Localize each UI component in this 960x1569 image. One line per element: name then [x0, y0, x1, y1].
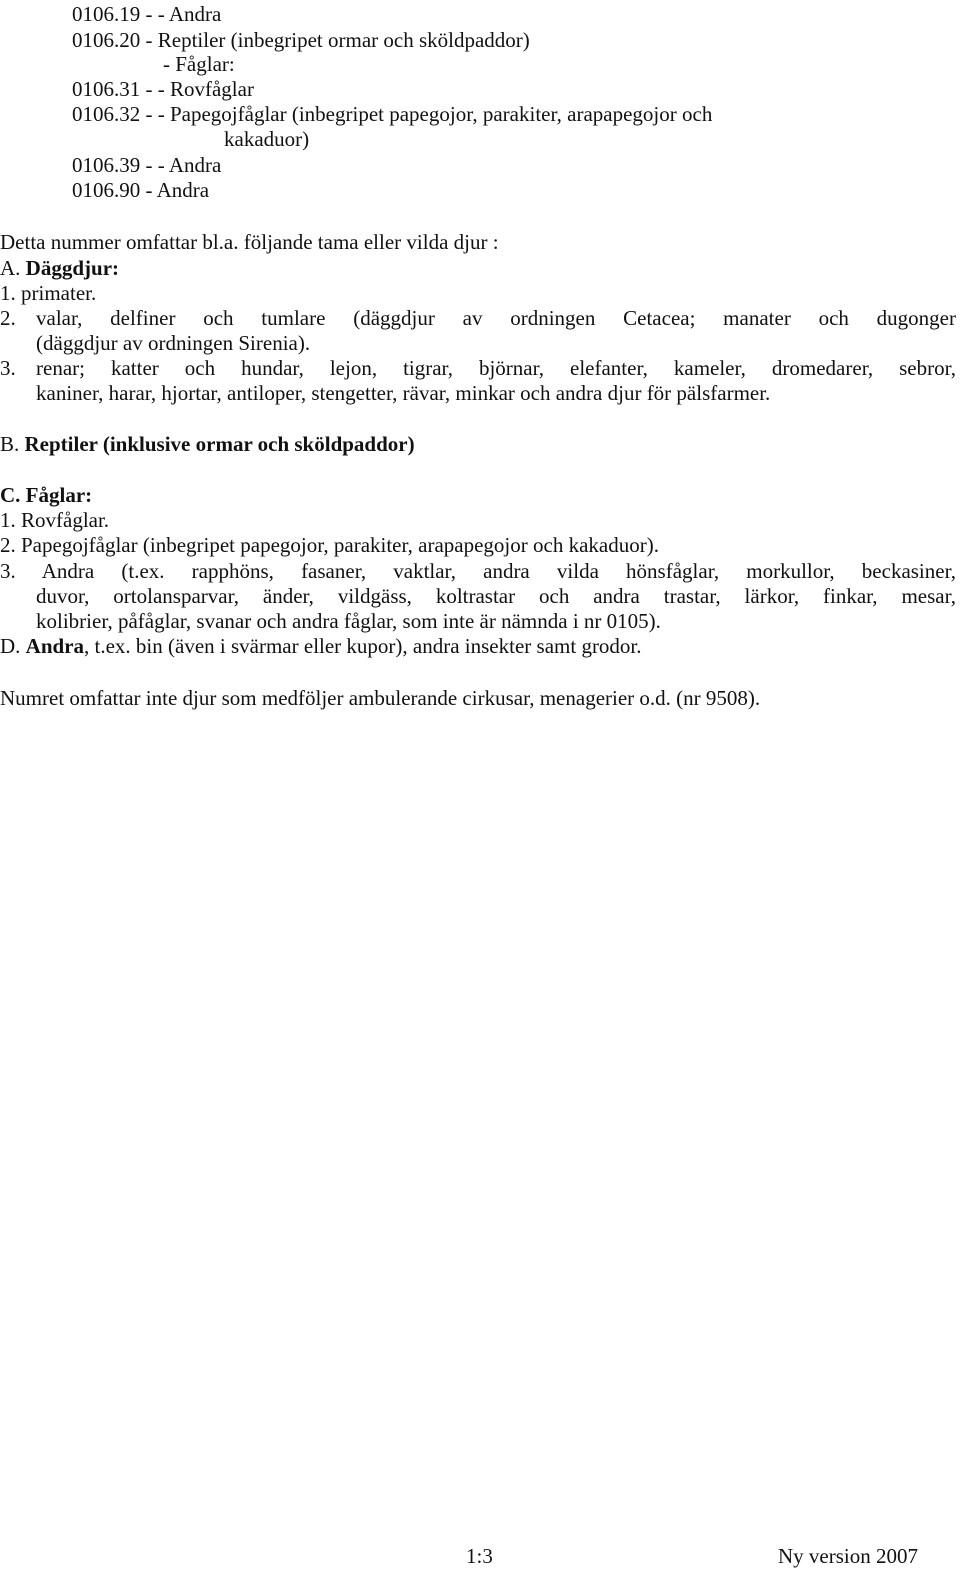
section-a-item-1: 1. primater.	[0, 281, 97, 305]
section-b-title: Reptiler (inklusive ormar och sköldpaddor)	[24, 432, 415, 456]
code-line: 0106.32 - - Papegojfåglar (inbegripet papegojor, parakiter, arapapegojor och	[72, 102, 713, 126]
section-b-prefix: B.	[0, 432, 20, 456]
code-line: - Fåglar:	[163, 52, 235, 76]
version-label: Ny version 2007	[778, 1544, 918, 1568]
section-a-title: Däggdjur:	[25, 256, 120, 280]
section-d-title: Andra	[25, 634, 85, 658]
section-a-heading	[0, 256, 119, 281]
section-c-item-3-line-1: 3. Andra (t.ex. rapphöns, fasaner, vaktlar, andra vilda hönsfåglar, morkullor, beckasiner,	[0, 559, 956, 583]
section-c-item-3-line-3: kolibrier, påfåglar, svanar och andra fåglar, som inte är nämnda i nr 0105).	[36, 609, 661, 633]
section-d-text: , t.ex. bin (även i svärmar eller kupor), andra insekter samt grodor.	[84, 634, 642, 658]
section-c-heading	[0, 483, 92, 508]
code-line: 0106.39 - - Andra	[72, 153, 222, 177]
section-a-item-3-number: 3.	[0, 356, 16, 380]
code-line: 0106.90 - Andra	[72, 178, 210, 202]
section-a-item-2-number: 2.	[0, 306, 16, 330]
section-c-item-1: 1. Rovfåglar.	[0, 508, 110, 532]
section-a-item-3-line-1: renar; katter och hundar, lejon, tigrar, björnar, elefanter, kameler, dromedarer, sebror,	[36, 356, 956, 380]
code-line: 0106.20 - Reptiler (inbegripet ormar och sköldpaddor)	[72, 28, 530, 52]
page-number: 1:3	[466, 1544, 493, 1568]
code-line: kakaduor)	[224, 127, 310, 151]
section-a-item-3-line-2: kaniner, harar, hjortar, antiloper, stengetter, rävar, minkar och andra djur för pälsfarmer.	[36, 381, 771, 405]
section-c-item-2: 2. Papegojfåglar (inbegripet papegojor, parakiter, arapapegojor och kakaduor).	[0, 533, 659, 557]
section-a-item-2-line-1: valar, delfiner och tumlare (däggdjur av ordningen Cetacea; manater och dugonger	[36, 306, 956, 330]
section-c-item-3-line-2: duvor, ortolansparvar, änder, vildgäss, koltrastar och andra trastar, lärkor, finkar, mesar,	[36, 584, 956, 608]
section-d	[0, 634, 642, 659]
intro-text: Detta nummer omfattar bl.a. följande tama eller vilda djur :	[0, 230, 499, 254]
section-a-prefix: A.	[0, 256, 21, 280]
exclusion-note: Numret omfattar inte djur som medföljer ambulerande cirkusar, menagerier o.d. (nr 9508).	[0, 686, 761, 710]
section-c-title: C. Fåglar:	[0, 483, 93, 507]
code-line: 0106.19 - - Andra	[72, 2, 222, 26]
section-d-prefix: D.	[0, 634, 21, 658]
section-b-heading	[0, 432, 415, 457]
code-line: 0106.31 - - Rovfåglar	[72, 77, 254, 101]
section-a-item-2-line-2: (däggdjur av ordningen Sirenia).	[36, 331, 311, 355]
